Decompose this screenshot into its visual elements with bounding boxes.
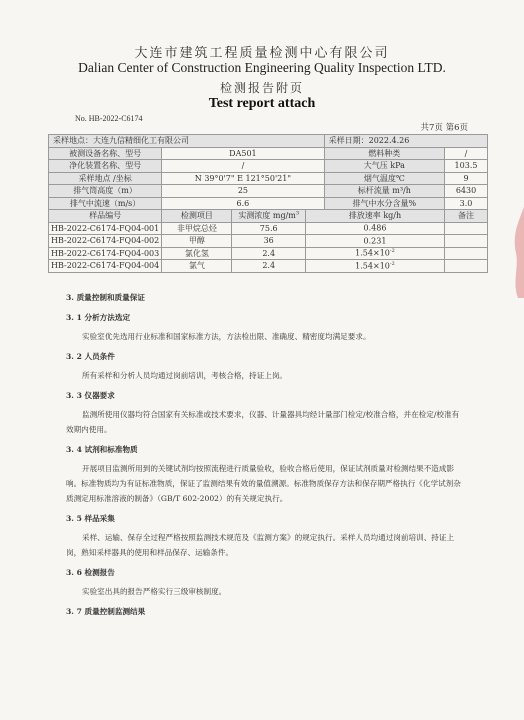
info-value: 25 [162, 185, 324, 198]
info-row [49, 172, 488, 185]
section-paragraph: 实验室优先选用行业标准和国家标准方法，方法检出限、准确度、精密度均满足要求。 [82, 332, 371, 341]
section-heading: 3. 2 人员条件 [66, 352, 115, 361]
test-item: 甲醇 [162, 235, 232, 248]
info-row [49, 147, 488, 160]
test-item: 氯化氢 [162, 247, 232, 260]
section-heading: 3. 3 仪器要求 [66, 391, 115, 400]
table-row [49, 235, 488, 248]
site-row [49, 135, 488, 148]
sample-id: HB-2022-C6174-FQ04-001 [49, 222, 162, 235]
report-subtitle: 检测报告附页 [219, 81, 304, 95]
emission-rate: $1.54\times 10^{-2}$ [305, 260, 444, 273]
sample-id: HB-2022-C6174-FQ04-004 [49, 260, 162, 273]
info-key: 标杆流量 m³/h [324, 185, 444, 198]
emission-rate: 0.486 [305, 222, 444, 235]
section-heading: 3. 1 分析方法选定 [66, 313, 131, 322]
col-sample-header: 样品编号 [49, 210, 162, 223]
section-heading: 3. 5 样品采集 [66, 514, 115, 523]
info-key: 净化装置名称、型号 [49, 160, 162, 173]
section-paragraph: 采样、运输、保存全过程严格按照监测技术规范及《监测方案》的规定执行。采样人员均通过岗前培训、持证上岗，熟知采样器具的使用和样品保存、运输条件。 [66, 533, 455, 557]
info-key: 采样地点 /坐标 [49, 172, 162, 185]
section-heading: 3. 4 试剂和标准物质 [66, 445, 138, 454]
info-value: / [445, 147, 488, 160]
page-indicator: 共7页 第6页 [420, 123, 468, 133]
concentration: 75.6 [232, 222, 305, 235]
test-item: 氯气 [162, 260, 232, 273]
note-cell [445, 235, 488, 248]
info-key: 排气中水分含量% [324, 197, 444, 210]
table-row [49, 222, 488, 235]
note-cell [445, 260, 488, 273]
section-heading: 3. 6 检测报告 [66, 568, 115, 577]
info-row [49, 185, 488, 198]
emission-rate: $1.54\times 10^{-2}$ [305, 247, 444, 260]
note-cell [445, 222, 488, 235]
sampling-date: 采样日期：2022.4.26 [324, 135, 487, 148]
table-row [49, 247, 488, 260]
concentration: 2.4 [232, 260, 305, 273]
emission-rate: 0.231 [305, 235, 444, 248]
report-number: No. HB-2022-C6174 [75, 114, 143, 123]
note-cell [445, 247, 488, 260]
info-row [49, 160, 488, 173]
col-conc-header: 实测浓度 $mg/m^3$ [232, 210, 305, 223]
info-value: 6430 [445, 185, 488, 198]
sampling-site: 采样地点：大连九信精细化工有限公司 [49, 135, 325, 148]
info-value: 6.6 [162, 197, 324, 210]
report-title: Test report attach [208, 96, 316, 111]
org-name-en: Dalian Center of Construction Engineering Quality Inspection LTD. [78, 60, 446, 75]
sample-id: HB-2022-C6174-FQ04-003 [49, 247, 162, 260]
quality-control-section [66, 290, 466, 619]
section-heading: 3. 7 质量控制监测结果 [66, 607, 146, 616]
info-key: 排气中流速（m/s） [49, 197, 162, 210]
section-paragraph: 所有采样和分析人员均通过岗前培训，考核合格，持证上岗。 [82, 371, 288, 380]
results-header-row [49, 210, 488, 223]
info-value: DA501 [162, 147, 324, 160]
info-value: 103.5 [445, 160, 488, 173]
info-key: 烟气温度℃ [324, 172, 444, 185]
sample-id: HB-2022-C6174-FQ04-002 [49, 235, 162, 248]
info-key: 燃料种类 [324, 147, 444, 160]
seal-fragment [506, 205, 524, 300]
section-paragraph: 监测所使用仪器均符合国家有关标准或技术要求，仪器、计量器具均经计量部门检定/校准合格，并在检定/校准有效期内使用。 [66, 410, 460, 434]
info-key: 排气筒高度（m） [49, 185, 162, 198]
org-name-cn: 大连市建筑工程质量检测中心有限公司 [134, 46, 390, 61]
info-value: 9 [445, 172, 488, 185]
concentration: 2.4 [232, 247, 305, 260]
info-value: N 39°0'7" E 121°50'21" [162, 172, 324, 185]
section-paragraph: 实验室出具的报告严格实行三级审核制度。 [82, 587, 227, 596]
section-paragraph: 开展项目监测所用到的关键试剂均按照流程进行质量验收，验收合格后使用，保证试剂质量对检测结果不造成影响。标准物质均为有证标准物质，保证了监测结果有效的量值溯源。标准物质保存方法和保存期严格执行《化学试剂杂质测定用标准溶液的制备》（GB/T 602-2002）的有关规定执行。 [66, 464, 461, 503]
section-heading: 3. 质量控制和质量保证 [66, 293, 145, 302]
info-key: 大气压 kPa [324, 160, 444, 173]
test-item: 非甲烷总烃 [162, 222, 232, 235]
info-value: 3.0 [445, 197, 488, 210]
info-key: 被测设备名称、型号 [49, 147, 162, 160]
col-note-header: 备注 [445, 210, 488, 223]
sampling-table [48, 134, 488, 273]
info-row [49, 197, 488, 210]
info-value: / [162, 160, 324, 173]
col-rate-header: 排放速率 kg/h [305, 210, 444, 223]
col-item-header: 检测项目 [162, 210, 232, 223]
table-row [49, 260, 488, 273]
concentration: 36 [232, 235, 305, 248]
